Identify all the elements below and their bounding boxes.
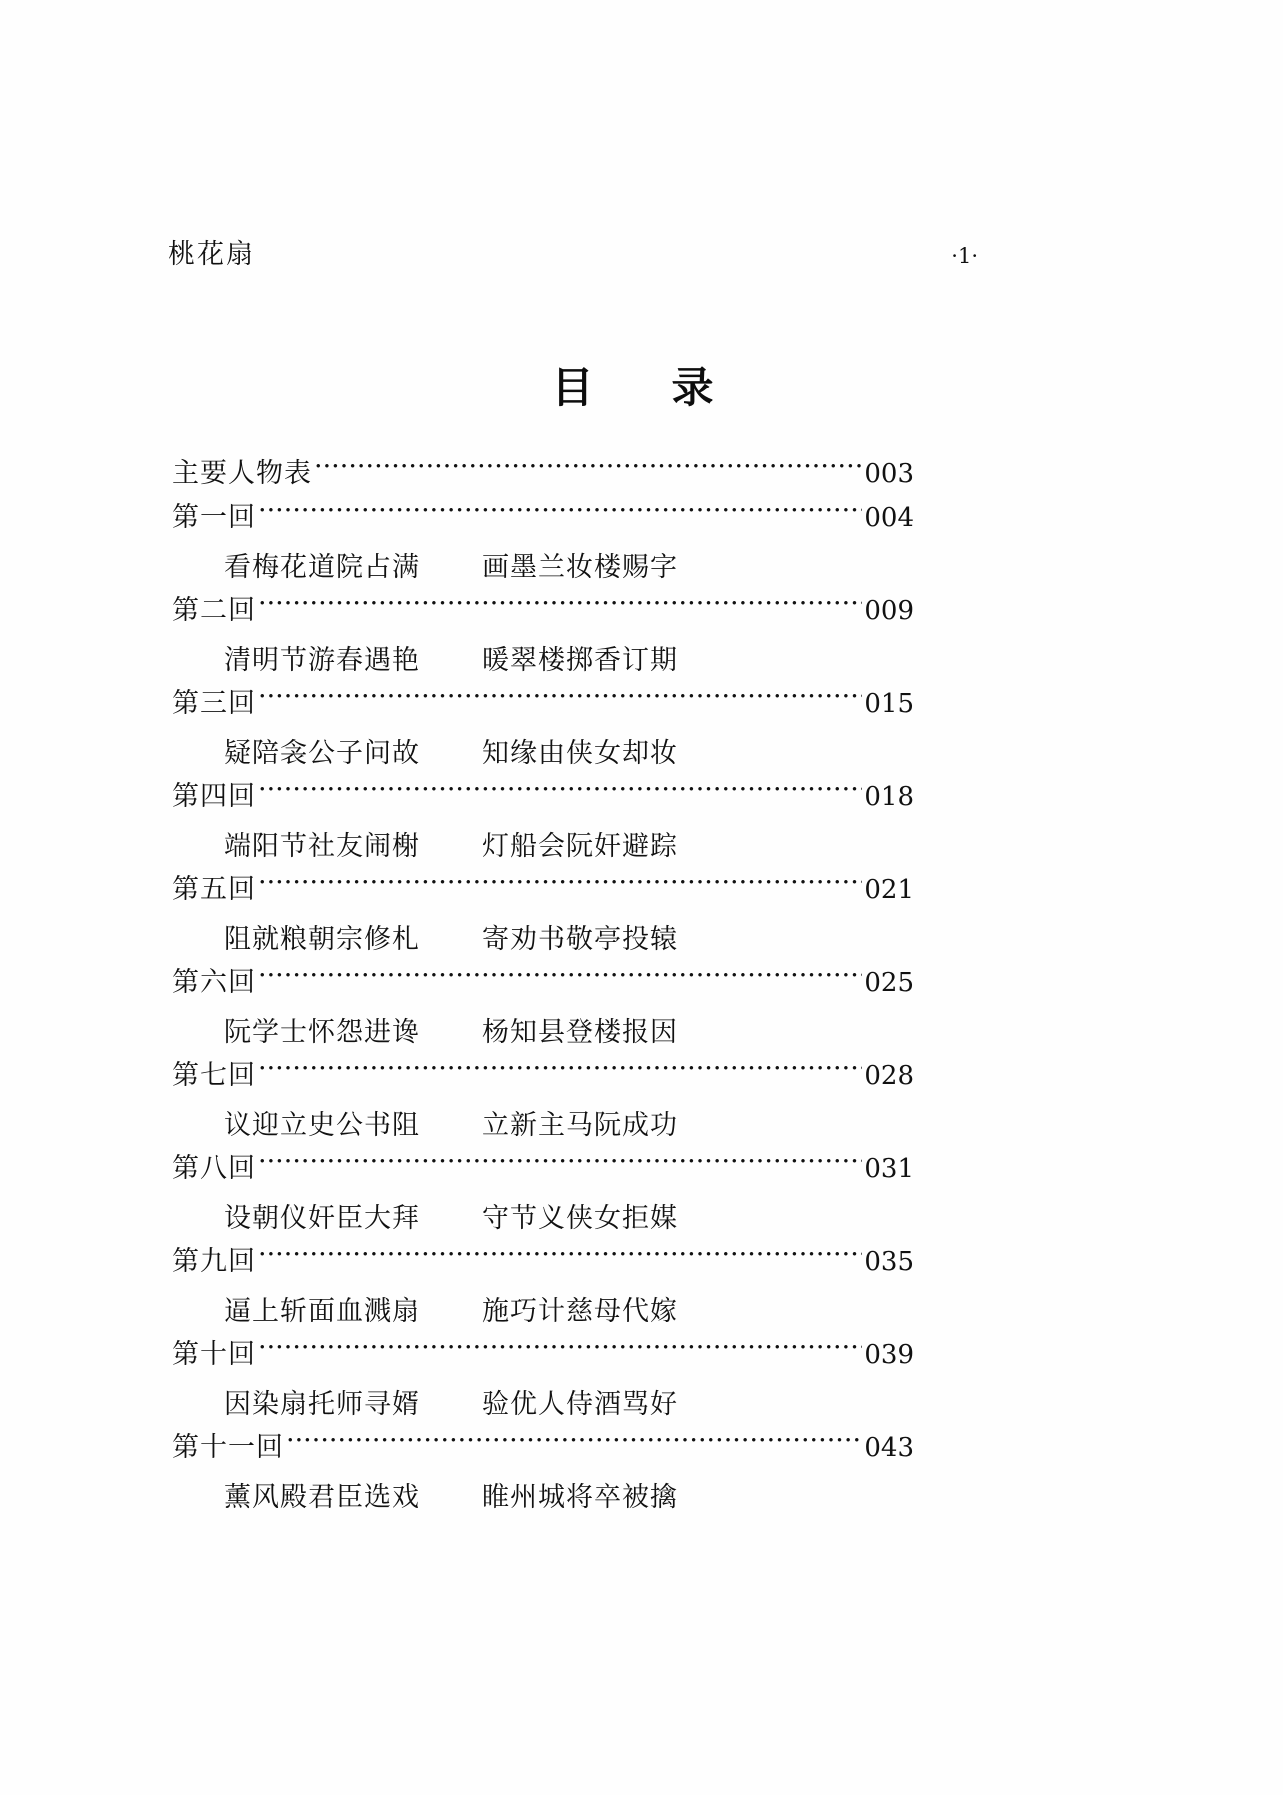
toc-subtitle-right: 验优人侍酒骂好 (482, 1389, 678, 1420)
toc-label: 第四回 (172, 781, 256, 812)
toc-label: 第六回 (172, 967, 256, 998)
toc-page-number: 003 (864, 459, 914, 489)
toc-row[interactable] (172, 1057, 914, 1101)
toc-leader-dots (258, 778, 862, 805)
toc-entry (172, 1336, 914, 1429)
toc-page-number: 035 (864, 1247, 914, 1277)
toc-subtitle-right: 寄劝书敬亭投辕 (482, 924, 678, 955)
toc-page-number: 028 (864, 1061, 914, 1091)
toc-subtitle-left: 看梅花道院占满 (224, 552, 420, 583)
toc-subtitle-left: 清明节游春遇艳 (224, 645, 420, 676)
toc-label: 第七回 (172, 1060, 256, 1091)
toc-subtitle (172, 915, 914, 964)
toc-row[interactable] (172, 1336, 914, 1380)
toc-subtitle-right: 杨知县登楼报因 (482, 1017, 678, 1048)
toc-label: 第九回 (172, 1246, 256, 1277)
toc-subtitle-right: 施巧计慈母代嫁 (482, 1296, 678, 1327)
toc-leader-dots (258, 1150, 862, 1177)
toc-subtitle-right: 灯船会阮奸避踪 (482, 831, 678, 862)
toc-row[interactable] (172, 455, 914, 499)
toc-subtitle (172, 1008, 914, 1057)
toc-page-number: 031 (864, 1154, 914, 1184)
toc-leader-dots (258, 592, 862, 619)
toc-leader-dots (258, 1243, 862, 1270)
toc-page-number: 009 (864, 596, 914, 626)
toc-entry (172, 1057, 914, 1150)
toc-subtitle (172, 543, 914, 592)
toc-subtitle-left: 逼上斩面血溅扇 (224, 1296, 420, 1327)
toc-subtitle-left: 端阳节社友闹榭 (224, 831, 420, 862)
toc-entry (172, 455, 914, 499)
toc-subtitle (172, 1194, 914, 1243)
toc-leader-dots (314, 455, 862, 482)
toc-label: 第三回 (172, 688, 256, 719)
toc-page-number: 043 (864, 1433, 914, 1463)
toc-subtitle-left: 阻就粮朝宗修札 (224, 924, 420, 955)
page-title: 目 录 (551, 363, 732, 412)
toc-subtitle (172, 1287, 914, 1336)
toc-row[interactable] (172, 1150, 914, 1194)
toc-subtitle (172, 822, 914, 871)
running-head (168, 232, 978, 271)
toc-subtitle (172, 1101, 914, 1150)
toc-leader-dots (258, 1336, 862, 1363)
toc-row[interactable] (172, 964, 914, 1008)
toc-leader-dots (286, 1429, 862, 1456)
toc-subtitle-right: 画墨兰妆楼赐字 (482, 552, 678, 583)
toc-page-number: 004 (864, 503, 914, 533)
toc-subtitle-left: 因染扇托师寻婿 (224, 1389, 420, 1420)
toc-page-number: 021 (864, 875, 914, 905)
toc-entry (172, 1243, 914, 1336)
toc-subtitle (172, 729, 914, 778)
toc-row[interactable] (172, 1429, 914, 1473)
toc-subtitle-right: 立新主马阮成功 (482, 1110, 678, 1141)
toc-leader-dots (258, 1057, 862, 1084)
toc-entry (172, 871, 914, 964)
toc-subtitle-right: 守节义侠女拒媒 (482, 1203, 678, 1234)
toc-entry (172, 778, 914, 871)
toc-subtitle-right: 暖翠楼掷香订期 (482, 645, 678, 676)
page-number: ·1· (951, 244, 978, 268)
toc-subtitle (172, 1380, 914, 1429)
toc-row[interactable] (172, 778, 914, 822)
toc-label: 第十一回 (172, 1432, 284, 1463)
toc-row[interactable] (172, 871, 914, 915)
table-of-contents (172, 455, 914, 1522)
toc-leader-dots (258, 685, 862, 712)
toc-entry (172, 1150, 914, 1243)
toc-label: 主要人物表 (172, 458, 312, 489)
toc-entry (172, 1429, 914, 1522)
toc-row[interactable] (172, 685, 914, 729)
toc-label: 第一回 (172, 502, 256, 533)
toc-page-number: 018 (864, 782, 914, 812)
toc-subtitle-left: 薰风殿君臣选戏 (224, 1482, 420, 1513)
toc-entry (172, 499, 914, 592)
toc-label: 第十回 (172, 1339, 256, 1370)
toc-entry (172, 964, 914, 1057)
toc-leader-dots (258, 499, 862, 526)
toc-entry (172, 592, 914, 685)
toc-subtitle-right: 睢州城将卒被擒 (482, 1482, 678, 1513)
toc-label: 第八回 (172, 1153, 256, 1184)
toc-subtitle-left: 疑陪衾公子问故 (224, 738, 420, 769)
toc-label: 第五回 (172, 874, 256, 905)
toc-page-number: 015 (864, 689, 914, 719)
toc-subtitle-left: 设朝仪奸臣大拜 (224, 1203, 420, 1234)
toc-page-number: 039 (864, 1340, 914, 1370)
toc-row[interactable] (172, 499, 914, 543)
toc-subtitle-left: 阮学士怀怨进谗 (224, 1017, 420, 1048)
toc-subtitle-left: 议迎立史公书阻 (224, 1110, 420, 1141)
toc-label: 第二回 (172, 595, 256, 626)
toc-leader-dots (258, 964, 862, 991)
toc-row[interactable] (172, 592, 914, 636)
toc-subtitle (172, 636, 914, 685)
toc-row[interactable] (172, 1243, 914, 1287)
toc-page-number: 025 (864, 968, 914, 998)
toc-leader-dots (258, 871, 862, 898)
toc-subtitle (172, 1473, 914, 1522)
toc-entry (172, 685, 914, 778)
book-title: 桃花扇 (168, 239, 255, 270)
toc-subtitle-right: 知缘由侠女却妆 (482, 738, 678, 769)
